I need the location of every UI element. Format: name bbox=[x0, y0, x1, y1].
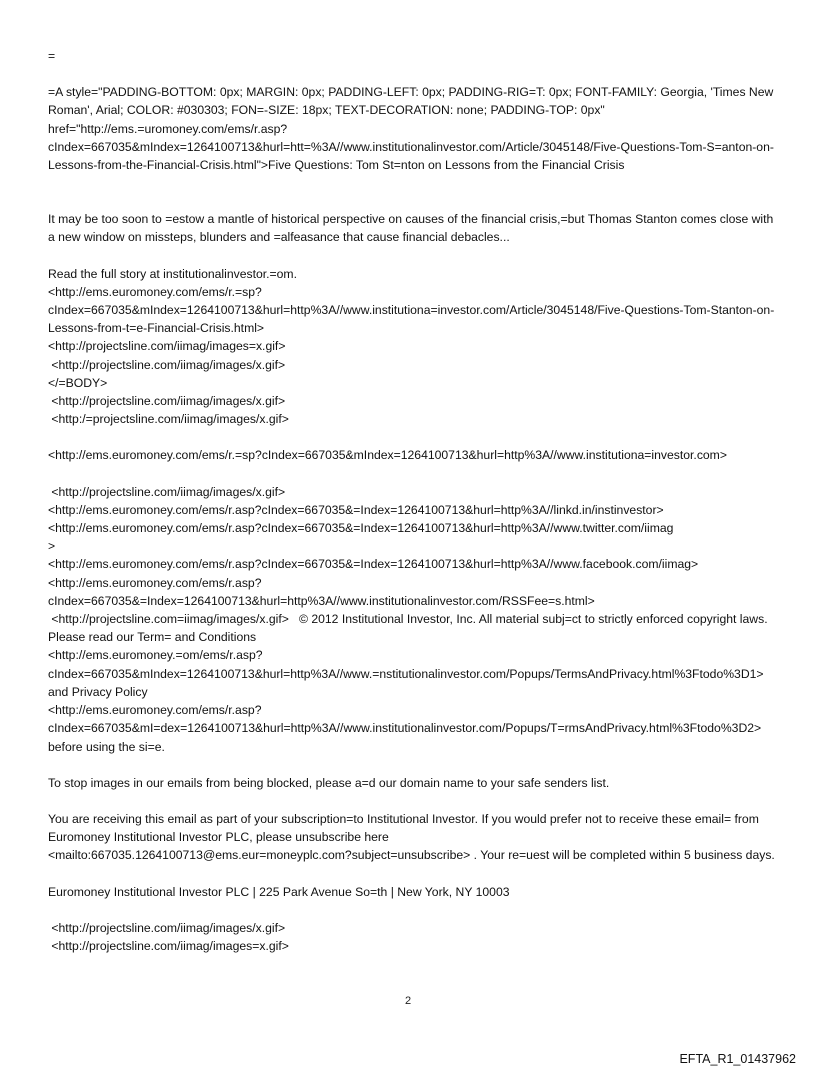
spacer bbox=[48, 428, 776, 446]
spacer bbox=[48, 901, 776, 919]
spacer bbox=[48, 65, 776, 83]
article-teaser: It may be too soon to =estow a mantle of historical perspective on causes of the financial crisis,=but Thomas Stanton comes close with a new window on missteps, blunders and =alfeasance that cause financial debacles... bbox=[48, 212, 777, 245]
spacer bbox=[48, 865, 776, 883]
raw-anchor-markup: =A style="PADDING-BOTTOM: 0px; MARGIN: 0px; PADDING-LEFT: 0px; PADDING-RIG=T: 0px; FONT-FAMILY: Georgia, 'Times New Roman', Arial; COLOR: #030303; FON=-SIZE: 18px; TEXT-DECORATION: none; PADDING-TOP: 0px" href="http://ems.=uromoney.com/ems/r.asp?cIndex=667035&mIndex=1264100713&hurl=htt=%3A//www.institutionalinvestor.com/Article/3045148/Five-Questions-Tom-S=anton-on-Lessons-from-the-Financial-Crisis.html">Five Questions: Tom St=nton on Lessons from the Financial Crisis bbox=[48, 85, 777, 173]
page-number: 2 bbox=[404, 995, 412, 1007]
read-full-story-links: Read the full story at institutionalinvestor.=om. <http://ems.euromoney.com/ems/r.=sp?cIndex=667035&mIndex=1264100713&hurl=http%3A//www.institutiona=investor.com/Article/3045148/Five-Questions-Tom-Stanton-on-Lessons-from-t=e-Financial-Crisis.html> <http://projectsline.com/iimag/images=x.gif> <http://projectsline.com/iimag/images/x.gif> </=BODY> <http://projectsline.com/iimag/images/x.gif> <http:/=projectsline.com/iimag/images/x.gif> bbox=[48, 266, 775, 427]
spacer bbox=[48, 465, 776, 483]
unsubscribe-note: You are receiving this email as part of your subscription=to Institutional Investor. If you would prefer not to receive these email= from Euromoney Institutional Investor PLC, please unsubscribe here <mailto:667035.1264100713@ems.eur=moneyplc.com?subject=unsubscribe> . Your re=uest will be completed within 5 business days. bbox=[48, 811, 775, 863]
tracking-image-links: <http://projectsline.com/iimag/images/x.gif> <http://projectsline.com/iimag/images=x.gif> bbox=[51, 920, 289, 953]
spacer bbox=[48, 247, 776, 265]
safe-senders-note: To stop images in our emails from being blocked, please a=d our domain name to your safe senders list. bbox=[48, 775, 610, 790]
equals-line: = bbox=[48, 49, 56, 63]
homepage-link: <http://ems.euromoney.com/ems/r.=sp?cIndex=667035&mIndex=1264100713&hurl=http%3A//www.institutiona=investor.com> bbox=[48, 448, 727, 463]
spacer bbox=[48, 792, 776, 810]
email-body bbox=[48, 47, 776, 955]
spacer bbox=[48, 174, 776, 210]
document-id: EFTA_R1_01437962 bbox=[679, 1052, 796, 1066]
spacer bbox=[48, 756, 776, 774]
company-address: Euromoney Institutional Investor PLC | 225 Park Avenue So=th | New York, NY 10003 bbox=[48, 884, 510, 899]
social-and-legal-links: <http://projectsline.com/iimag/images/x.gif> <http://ems.euromoney.com/ems/r.asp?cIndex=667035&=Index=1264100713&hurl=http%3A//linkd.in/instinvestor> <http://ems.euromoney.com/ems/r.asp?cIndex=667035&=Index=1264100713&hurl=http%3A//www.twitter.com/iimag > <http://ems.euromoney.com/ems/r.asp?cIndex=667035&=Index=1264100713&hurl=http%3A//www.facebook.com/iimag> <http://ems.euromoney.com/ems/r.asp?cIndex=667035&=Index=1264100713&hurl=http%3A//www.institutionalinvestor.com/RSSFee=s.html> <http://projectsline.com=iimag/images/x.gif> © 2012 Institutional Investor, Inc. All material subj=ct to strictly enforced copyright laws. Please read our Term= and Conditions <http://ems.euromoney.=om/ems/r.asp?cIndex=667035&mIndex=1264100713&hurl=http%3A//www.=nstitutionalinvestor.com/Popups/TermsAndPrivacy.html%3Ftodo%3D1> and Privacy Policy <http://ems.euromoney.com/ems/r.asp?cIndex=667035&mI=dex=1264100713&hurl=http%3A//www.institutionalinvestor.com/Popups/T=rmsAndPrivacy.html%3Ftodo%3D2> before using the si=e. bbox=[48, 484, 768, 754]
